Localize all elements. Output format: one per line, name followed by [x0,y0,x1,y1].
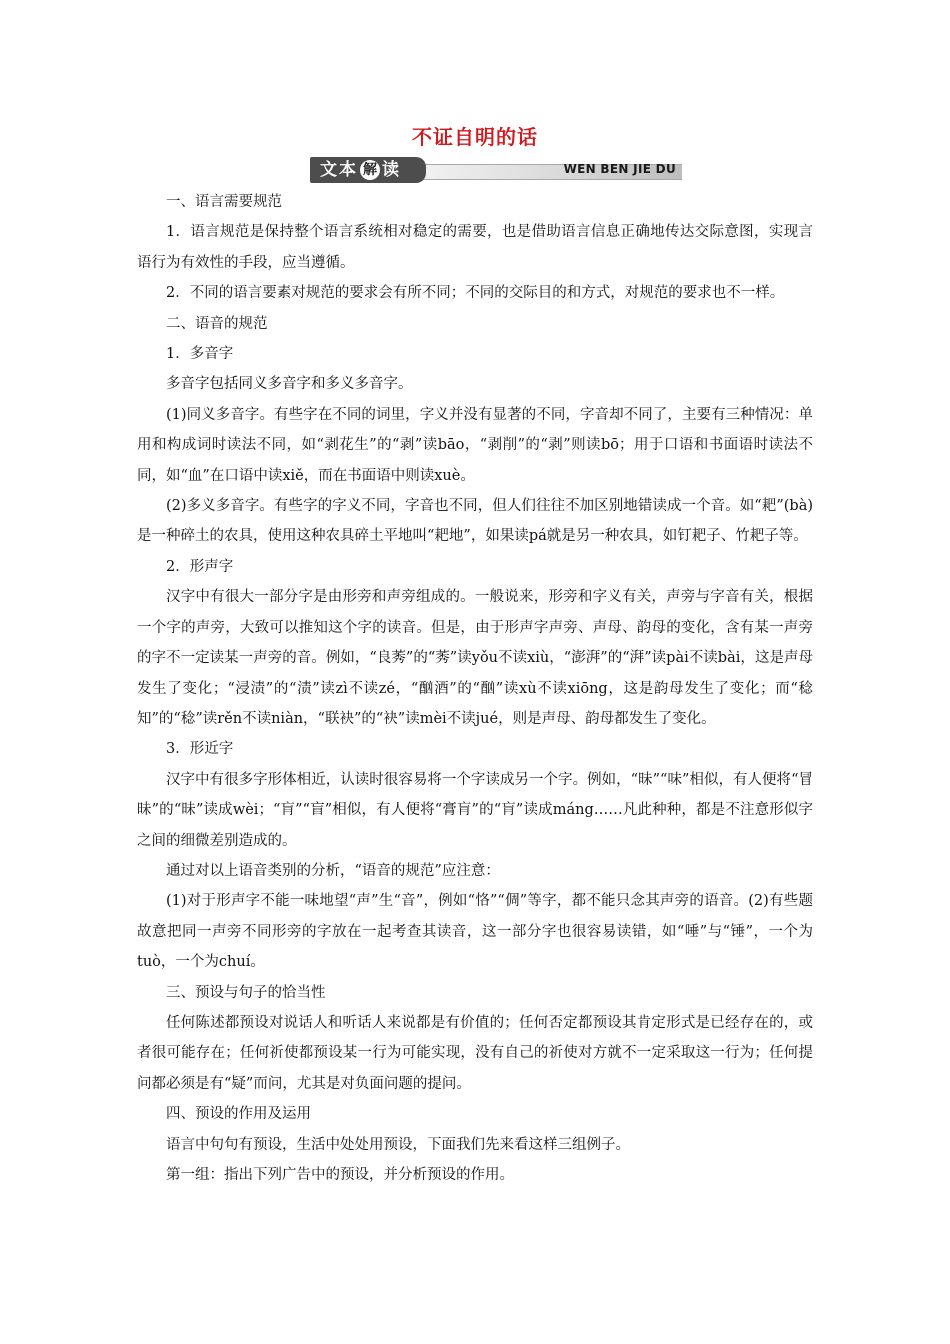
banner-subtitle: WEN BEN JIE DU [563,162,676,176]
paragraph: 第一组：指出下列广告中的预设，并分析预设的作用。 [166,1167,514,1183]
banner-circle-char: 解 [360,160,380,180]
paragraph: 通过对以上语音类别的分析，“语音的规范”应注意： [166,862,500,879]
paragraph: 多音字包括同义多音字和多义多音字。 [166,376,413,393]
paragraph: 汉字中有很多字形体相近，认读时很容易将一个字读成另一个字。例如，“昧”“味”相似，有人便将“冒昧”的“昧”读成wèi；“肓”“盲”相似，有人便将“膏肓”的“肓”读成máng……凡此种种，都是不注意形似字之间的细微差别造成的。 [137,771,813,849]
heading-phonetic-norms: 二、语音的规范 [166,315,268,332]
heading-language-norms: 一、语言需要规范 [166,194,282,210]
paragraph: (1)对于形声字不能一味地望“声”生“音”，例如“恪”“倜”等字，都不能只念其声旁的语音。(2)有些题故意把同一声旁不同形旁的字放在一起考查其读音，这一部分字也很容易读错，如“唾”与“锤”，一个为tuò，一个为chuí。 [137,893,813,971]
paragraph: 任何陈述都预设对说话人和听话人来说都是有价值的；任何否定都预设其肯定形式是已经存在的，或者很可能存在；任何祈使都预设某一行为可能实现，没有自己的祈使对方就不一定采取这一行为；任何提问都必须是有“疑”而问，尤其是对负面问题的提问。 [137,1014,813,1092]
paragraph: 语言中句句有预设，生活中处处用预设，下面我们先来看这样三组例子。 [166,1136,630,1153]
section-banner [310,157,682,183]
paragraph: 汉字中有很大一部分字是由形旁和声旁组成的。一般说来，形旁和字义有关，声旁与字音有关，根据一个字的声旁，大致可以推知这个字的读音。但是，由于形声字声旁、声母、韵母的变化，含有某一声旁的字不一定读某一声旁的音。例如，“良莠”的“莠”读yǒu不读xiù，“澎湃”的“湃”读pài不读bài，这是声母发生了变化；“浸渍”的“渍”读zì不读zé，“酗酒”的“酗”读xù不读xiōng，这是韵母发生了变化；而“稔知”的“稔”读rěn不读niàn，“联袂”的“袂”读mèi不读jué，则是声母、韵母都发生了变化。 [137,589,813,727]
subheading-similar-forms: 3．形近字 [166,741,234,758]
paragraph: 1．语言规范是保持整个语言系统相对稳定的需要，也是借助语言信息正确地传达交际意图，实现言语行为有效性的手段，应当遵循。 [137,224,813,271]
heading-presupposition-usage: 四、预设的作用及运用 [166,1106,311,1123]
banner-tab [310,157,426,183]
subheading-polyphonic: 1．多音字 [166,346,234,363]
banner-text-before: 文本 [320,160,358,180]
paragraph: (1)同义多音字。有些字在不同的词里，字义并没有显著的不同，字音却不同了，主要有三种情况：单用和构成词时读法不同，如“剥花生”的“剥”读bāo，“剥削”的“剥”则读bō；用于口语和书面语时读法不同，如“血”在口语中读xiě，而在书面语中则读xuè。 [137,406,813,484]
document-title: 不证自明的话 [412,125,538,149]
paragraph: (2)多义多音字。有些字的字义不同，字音也不同，但人们往往不加区别地错读成一个音。如“耙”(bà)是一种碎土的农具，使用这种农具碎土平地叫“耙地”，如果读pá就是另一种农具，如钉耙子、竹耙子等。 [137,498,813,545]
banner-text-after: 读 [382,160,401,180]
subheading-phono-semantic: 2．形声字 [166,558,234,575]
paragraph: 2．不同的语言要素对规范的要求会有所不同；不同的交际目的和方式，对规范的要求也不一样。 [166,285,785,302]
document-body [137,187,813,1190]
heading-presupposition: 三、预设与句子的恰当性 [166,984,326,1001]
